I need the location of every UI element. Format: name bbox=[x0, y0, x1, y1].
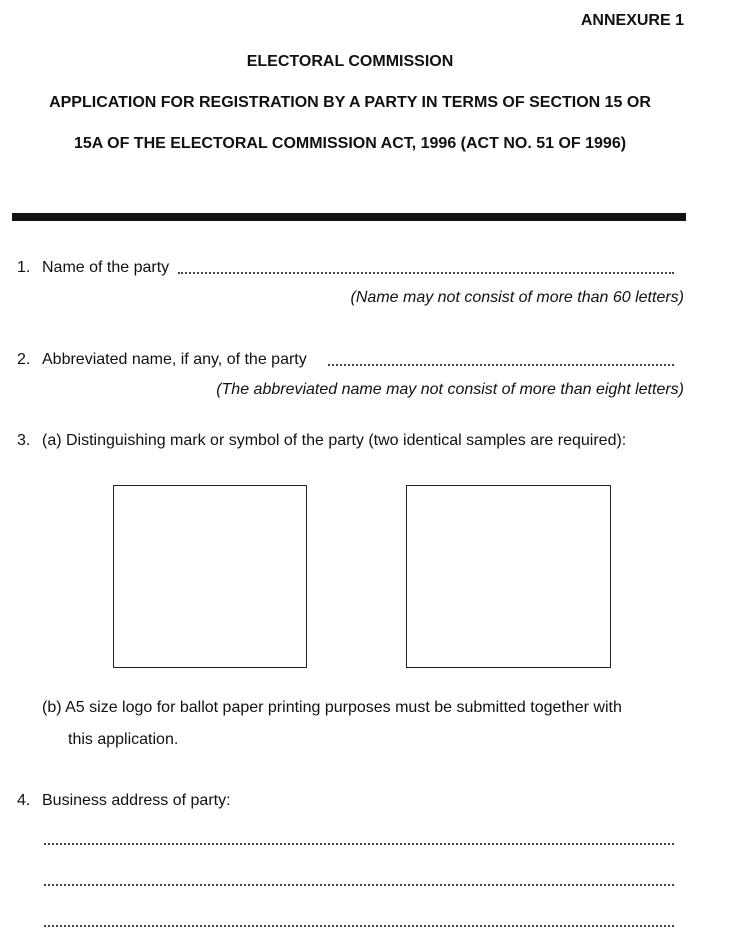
item-1-label: Name of the party bbox=[42, 259, 170, 276]
item-2-number: 2. bbox=[17, 351, 31, 368]
address-line-1[interactable] bbox=[44, 843, 674, 845]
symbol-sample-box-2[interactable] bbox=[406, 485, 611, 668]
form-title-line-2: 15A OF THE ELECTORAL COMMISSION ACT, 1996 (ACT NO. 51 OF 1996) bbox=[73, 135, 627, 152]
item-3a-label: (a) Distinguishing mark or symbol of the party (two identical samples are required): bbox=[42, 432, 627, 449]
item-3-number: 3. bbox=[17, 432, 31, 449]
address-line-2[interactable] bbox=[44, 884, 674, 886]
header-divider bbox=[12, 213, 686, 221]
item-2-label: Abbreviated name, if any, of the party bbox=[42, 351, 307, 368]
commission-title: ELECTORAL COMMISSION bbox=[246, 53, 454, 70]
party-name-field[interactable] bbox=[178, 272, 674, 274]
form-title-line-1: APPLICATION FOR REGISTRATION BY A PARTY IN TERMS OF SECTION 15 OR bbox=[49, 94, 651, 111]
address-line-3[interactable] bbox=[44, 925, 674, 927]
item-4-label: Business address of party: bbox=[42, 792, 231, 809]
item-1-number: 1. bbox=[17, 259, 31, 276]
abbreviated-name-field[interactable] bbox=[328, 364, 674, 366]
item-3b-line-2: this application. bbox=[68, 731, 179, 748]
item-1-note: (Name may not consist of more than 60 letters) bbox=[350, 289, 684, 306]
item-3b-line-1: (b) A5 size logo for ballot paper printing purposes must be submitted together with bbox=[42, 699, 622, 716]
annexure-label: ANNEXURE 1 bbox=[580, 12, 684, 29]
item-2-note: (The abbreviated name may not consist of more than eight letters) bbox=[216, 381, 684, 398]
item-4-number: 4. bbox=[17, 792, 31, 809]
symbol-sample-box-1[interactable] bbox=[113, 485, 307, 668]
